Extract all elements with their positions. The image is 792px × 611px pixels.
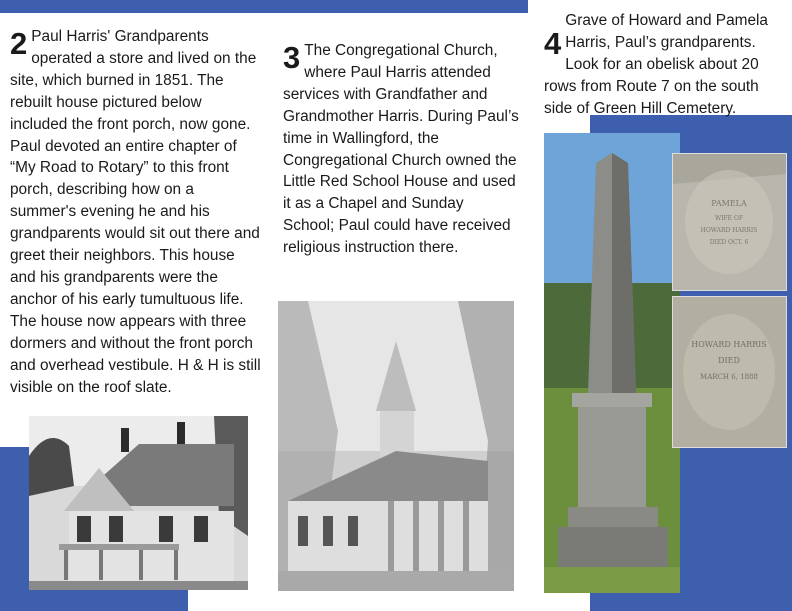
- obelisk-photo: [544, 133, 680, 593]
- svg-text:HOWARD HARRIS: HOWARD HARRIS: [691, 340, 767, 349]
- svg-text:WIFE OF: WIFE OF: [714, 215, 744, 222]
- top-blue-band: [0, 0, 528, 13]
- svg-text:DIED OCT. 6: DIED OCT. 6: [709, 239, 749, 246]
- pamela-headstone-photo: [672, 153, 787, 291]
- congregational-church-photo: [278, 301, 514, 591]
- howard-headstone-photo: [672, 296, 787, 448]
- harris-house-photo: [29, 416, 248, 590]
- section-text: The Congregational Church, where Paul Harris attended services with Grandfather and Grandmother Harris. During Paul’s time in Wallingford, the Congregational Church owned the Little Red School House and used it as a Chapel and Sunday School; Paul could have received religious instruction there.: [283, 42, 519, 257]
- svg-text:DIED: DIED: [718, 356, 740, 365]
- svg-text:PAMELA: PAMELA: [711, 199, 747, 208]
- svg-text:MARCH 6, 1888: MARCH 6, 1888: [700, 373, 758, 381]
- section-text: Grave of Howard and Pamela Harris, Paul’s grandparents. Look for an obelisk about 20 rows from Route 7 on the south side of Green Hill Cemetery.: [544, 12, 768, 117]
- section-3: [283, 40, 519, 259]
- section-number: 3: [283, 40, 301, 75]
- section-text: Paul Harris' Grandparents operated a store and lived on the site, which burned in 1851. The rebuilt house pictured below included the front porch, now gone. Paul devoted an entire chapter of “My Road to Rotary” to this front porch, describing how on a summer's evening he and his grandparents would sit out there and greet their neighbors. This house and his grandparents were the anchor of his early tumultuous life. The house now appears with three dormers and without the front porch and overhead vestibule. H & H is still visible on the roof slate.: [10, 28, 261, 396]
- section-number: 2: [10, 26, 28, 61]
- svg-text:HOWARD HARRIS: HOWARD HARRIS: [700, 227, 758, 234]
- section-number: 4: [544, 26, 562, 61]
- section-2: [10, 26, 262, 398]
- section-4: [544, 10, 784, 120]
